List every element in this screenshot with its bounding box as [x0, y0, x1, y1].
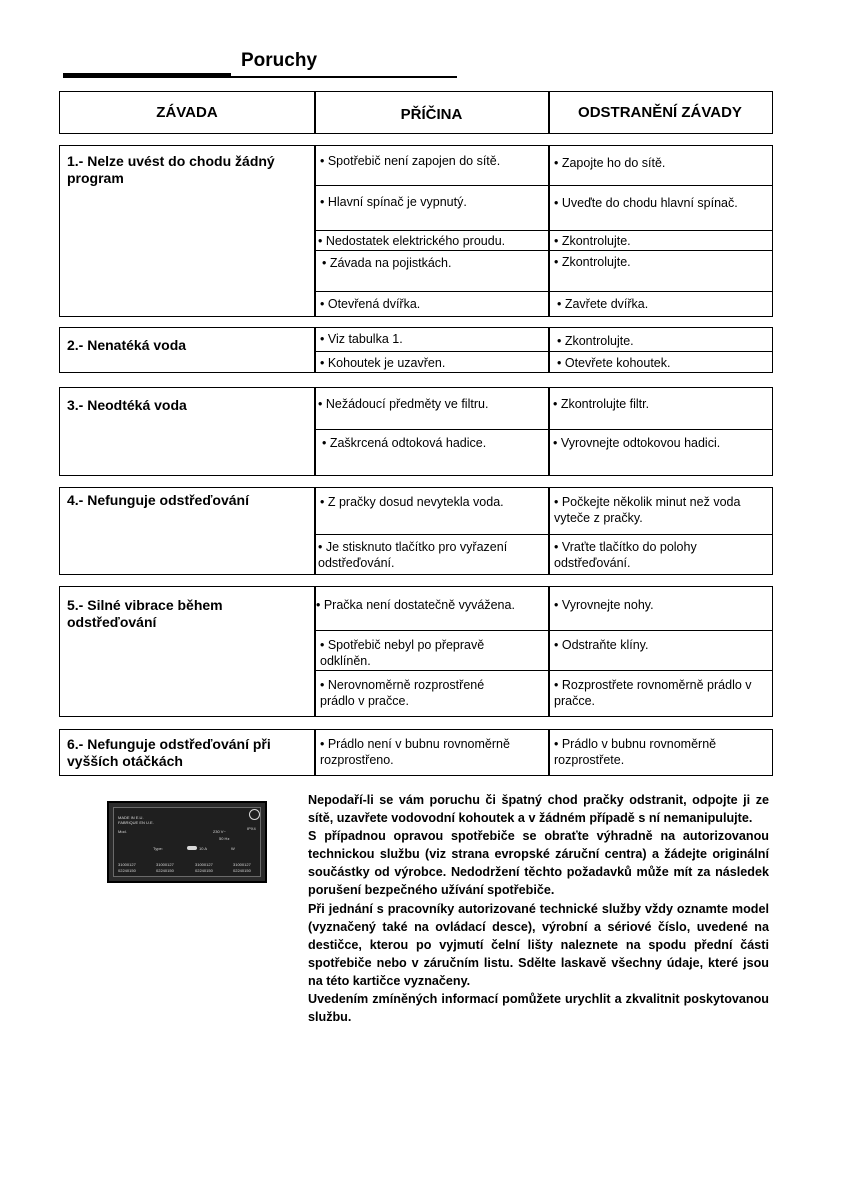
cause-1-1: • Spotřebič není zapojen do sítě. [320, 154, 501, 168]
remedy-4-2: • Vraťte tlačítko do polohy odstřeďování. [554, 540, 697, 570]
remedy-5-1: • Vyrovnejte nohy. [554, 598, 654, 612]
remedy-1-2: • Uveďte do chodu hlavní spínač. [554, 196, 738, 210]
remedy-5-2: • Odstraňte klíny. [554, 638, 649, 652]
cause-3-2: • Zaškrcená odtoková hadice. [322, 436, 487, 450]
plate-code-top-2: 31000127 [156, 862, 174, 867]
fault-3: 3.- Neodtéká voda [67, 397, 187, 413]
plate-voltage: 230 V~ [213, 829, 226, 834]
cause-2-1: • Viz tabulka 1. [320, 332, 403, 346]
note-paragraph-3: Při jednání s pracovníky autorizované technické služby vždy oznamte model (vyznačený také na ovládací desce), výrobní a sériové číslo, uvedené na destičce, kterou po vyjmutí čelní lišty naleznete na spodu přední části spotřebiče nebo v záručním listu. Sdělte laskavě všechny údaje, které jsou na této kartičce vyznačeny. [308, 901, 769, 988]
cause-4-2: • Je stisknuto tlačítko pro vyřazení odstřeďování. [318, 540, 508, 570]
remedy-1-3: • Zkontrolujte. [554, 234, 631, 248]
fault-2: 2.- Nenatéká voda [67, 337, 187, 353]
note-paragraph-4: Uvedením zmíněných informací pomůžete urychlit a zkvalitnit poskytovanou službu. [308, 992, 769, 1025]
plate-code-bottom-1: 02240150 [118, 868, 136, 873]
plate-code-top-1: 31000127 [118, 862, 136, 867]
cause-5-1: • Pračka není dostatečně vyvážena. [316, 598, 515, 612]
plate-line1: MADE IN E.U. [118, 815, 144, 820]
note-paragraph-1: Nepodaří-li se vám poruchu či špatný chod pračky odstranit, odpojte ji ze sítě, uzavřete vodovodní kohoutek a v žádném případě s ní nemanipulujte. [308, 793, 769, 826]
plate-ipx: IPX4 [247, 826, 256, 831]
fault-5: 5.- Silné vibrace během odstřeďování [67, 597, 223, 630]
note-paragraph-2: S případnou opravou spotřebiče se obraťte výhradně na autorizovanou technickou službu (viz strana evropské záruční centra) a žádejte originální součástky od výrobce. Nedodržení těchto požadavků může mít za následek porušení bezpečného užívání spotřebiče. [308, 829, 769, 898]
remedy-1-1: • Zapojte ho do sítě. [554, 156, 666, 170]
fault-4: 4.- Nefunguje odstřeďování [67, 492, 249, 508]
fault-6: 6.- Nefunguje odstřeďování při vyšších otáčkách [67, 736, 271, 769]
rating-plate-image [107, 801, 267, 883]
remedy-1-4: • Zkontrolujte. [554, 255, 631, 269]
cause-1-4: • Závada na pojistkách. [322, 256, 452, 270]
fault-1: 1.- Nelze uvést do chodu žádný program [67, 153, 275, 186]
plate-code-bottom-4: 02240150 [233, 868, 251, 873]
cause-3-1: • Nežádoucí předměty ve filtru. [318, 397, 489, 411]
remedy-1-5: • Zavřete dvířka. [557, 297, 649, 311]
plate-code-top-4: 31000127 [233, 862, 251, 867]
remedy-2-1: • Zkontrolujte. [557, 334, 634, 348]
title-rule-thick [63, 73, 231, 78]
plate-line2: FABRIQUE EN U.E. [118, 820, 154, 825]
plate-code-top-3: 31000127 [195, 862, 213, 867]
plate-watts: W [231, 846, 235, 851]
remedy-6-1: • Prádlo v bubnu rovnoměrně rozprostřete. [554, 737, 717, 767]
cause-5-3: • Nerovnoměrně rozprostřené prádlo v pračce. [320, 678, 485, 708]
title-rule-thin [231, 76, 457, 78]
plate-code-bottom-3: 02240150 [195, 868, 213, 873]
header-fault: ZÁVADA [156, 104, 218, 121]
cause-6-1: • Prádlo není v bubnu rovnoměrně rozprostřeno. [320, 737, 510, 767]
cause-2-2: • Kohoutek je uzavřen. [320, 356, 446, 370]
cause-4-1: • Z pračky dosud nevytekla voda. [320, 495, 504, 509]
remedy-5-3: • Rozprostřete rovnoměrně prádlo v pračce. [554, 678, 752, 708]
remedy-3-1: • Zkontrolujte filtr. [553, 397, 650, 411]
page-title: Poruchy [241, 50, 318, 71]
service-notes [308, 791, 769, 1026]
cause-5-2: • Spotřebič nebyl po přepravě odklíněn. [320, 638, 485, 668]
remedy-4-1: • Počkejte několik minut než voda vyteče z pračky. [554, 495, 741, 525]
plate-type: Type: [153, 846, 163, 851]
header-remedy: ODSTRANĚNÍ ZÁVADY [578, 104, 742, 121]
cause-1-5: • Otevřená dvířka. [320, 297, 421, 311]
plate-model: Mod. [118, 829, 127, 834]
logo-icon [249, 809, 260, 820]
cause-1-2: • Hlavní spínač je vypnutý. [320, 195, 467, 209]
remedy-3-2: • Vyrovnejte odtokovou hadici. [553, 436, 721, 450]
plate-amps: 10 A [199, 846, 208, 851]
plate-marker [187, 846, 197, 850]
header-cause: PŘÍČINA [400, 106, 463, 123]
plate-freq: 50 Hz [219, 836, 230, 841]
plate-code-bottom-2: 02240150 [156, 868, 174, 873]
remedy-2-2: • Otevřete kohoutek. [557, 356, 671, 370]
cause-1-3: • Nedostatek elektrického proudu. [318, 234, 506, 248]
